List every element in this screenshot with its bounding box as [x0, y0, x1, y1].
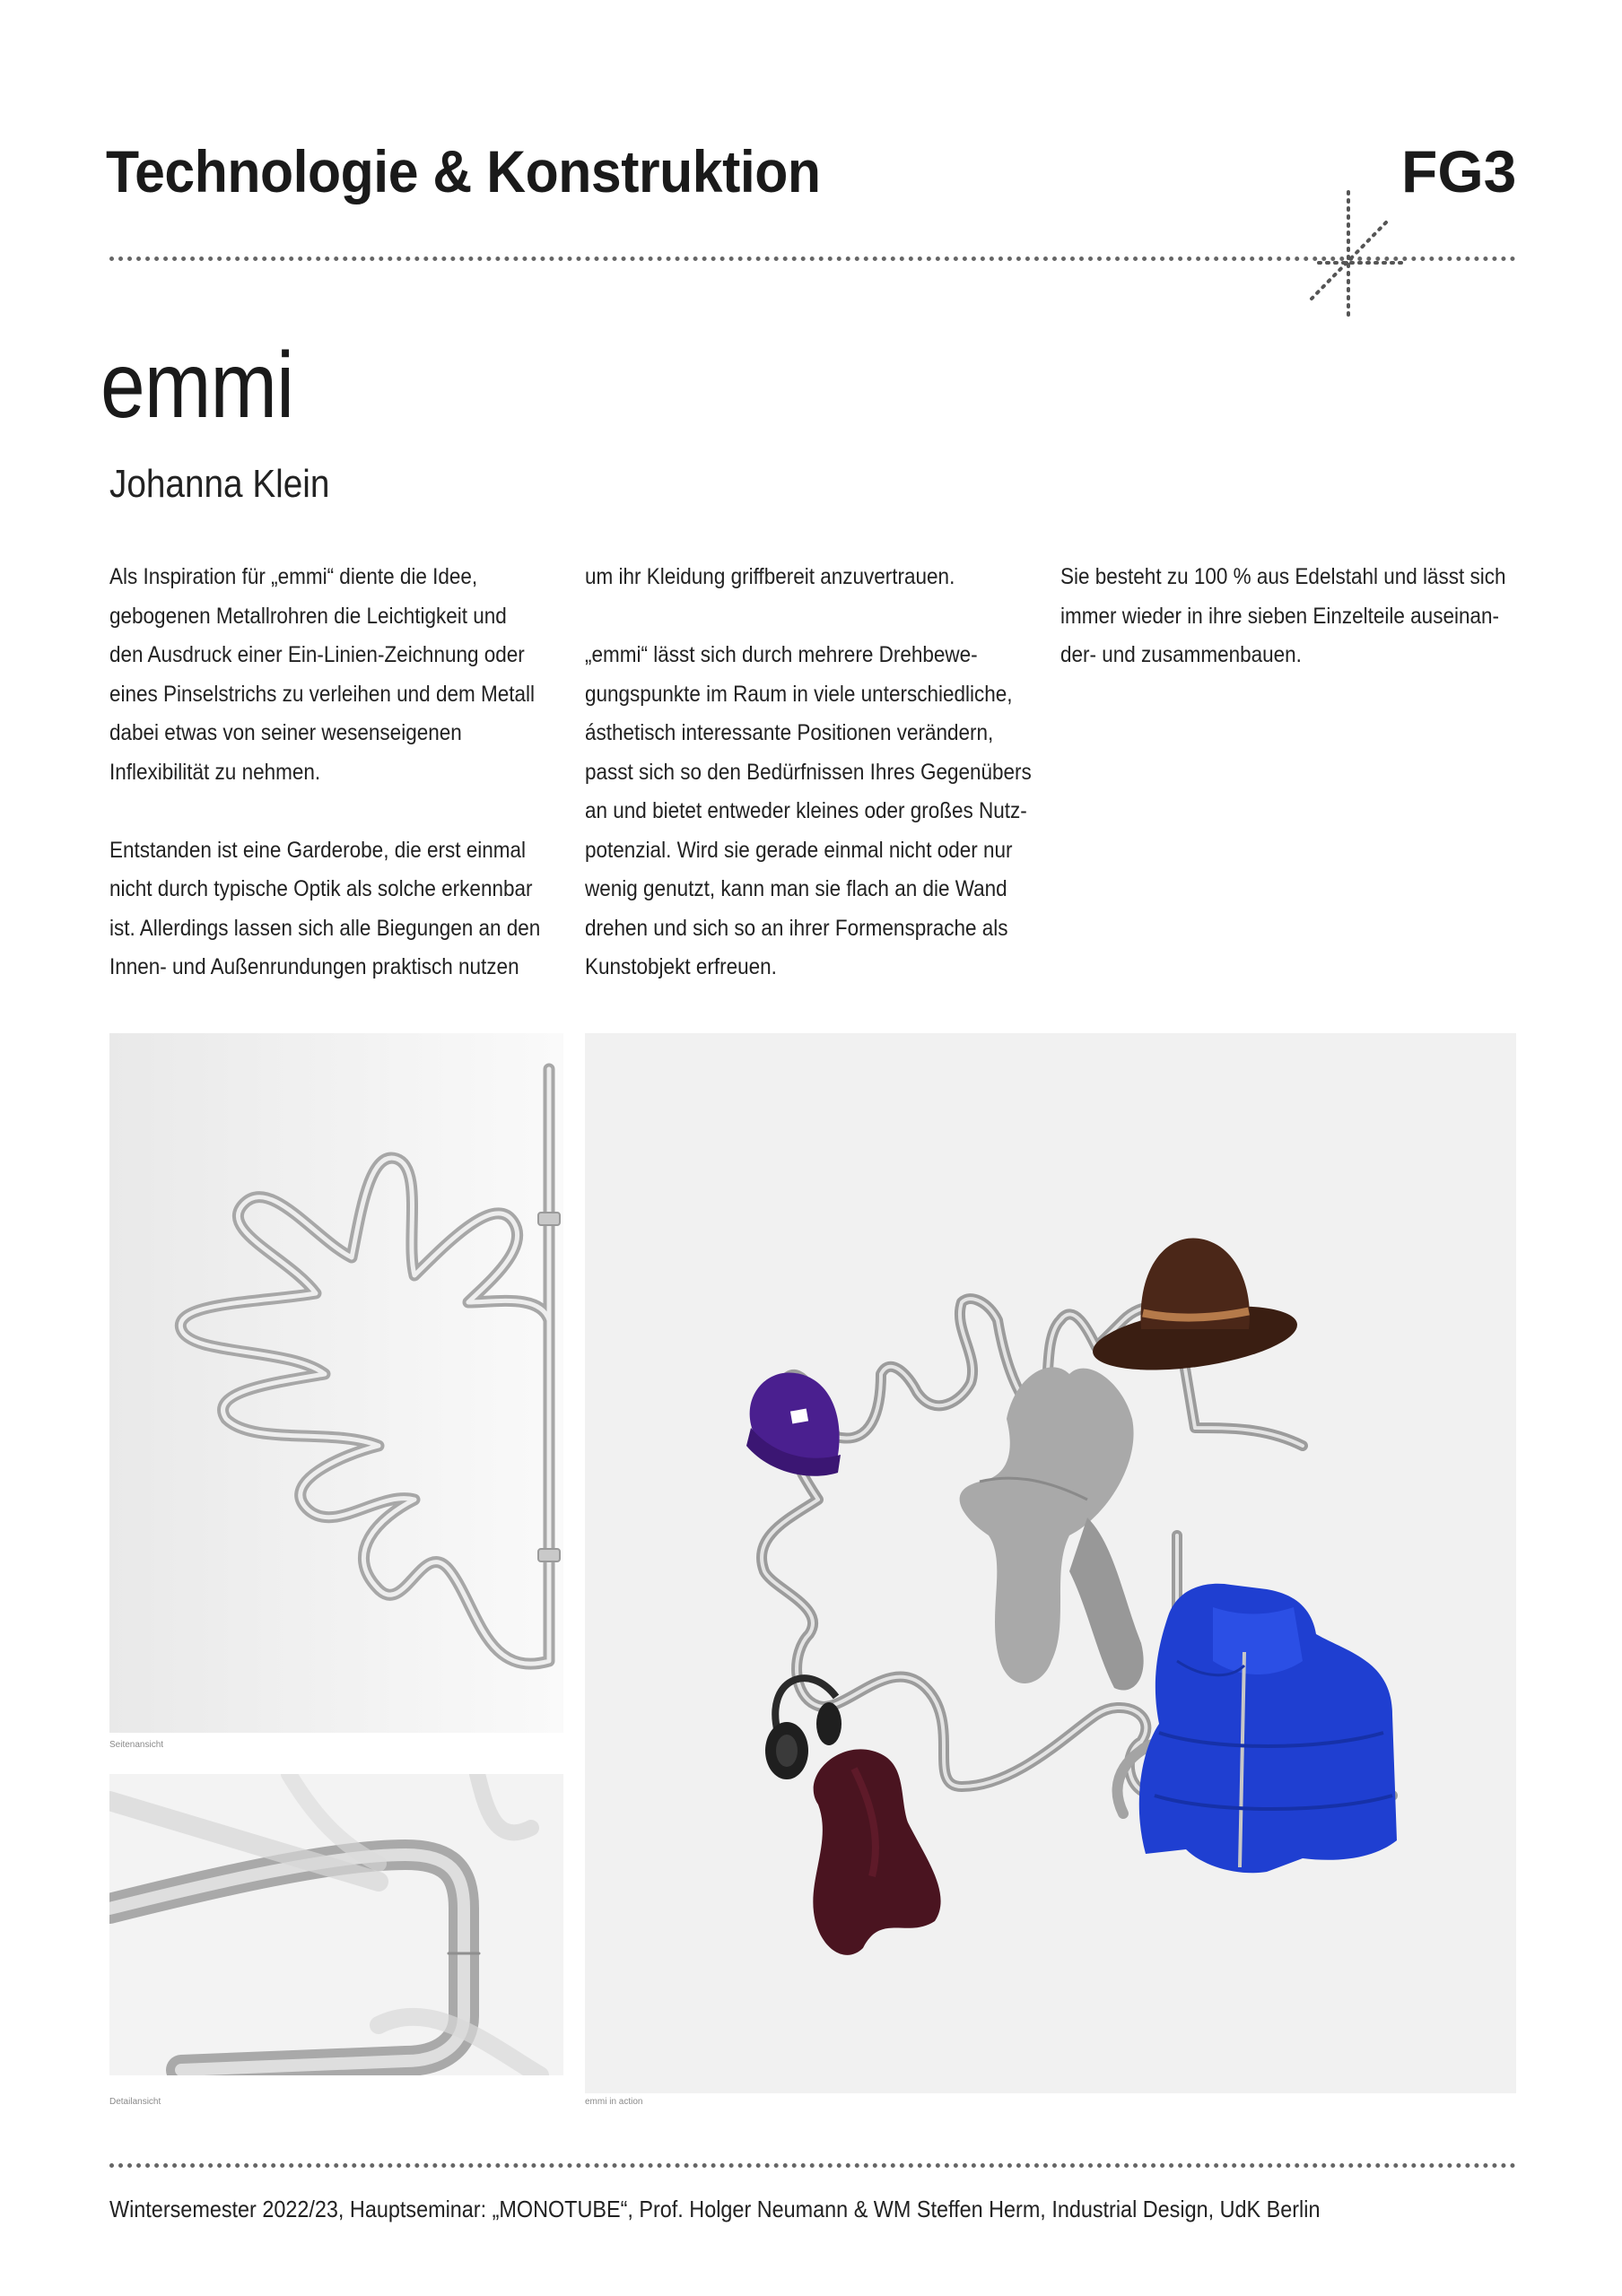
- paragraph: Entstanden ist eine Garderobe, die erst einmal nicht durch typische Optik als solche erkennbar ist. Allerdings lassen sich alle Biegungen an den Innen- und Außenrundungen praktisch nutzen: [109, 837, 541, 979]
- paragraph: Als Inspiration für „emmi“ diente die Idee, gebogenen Metallrohren die Leichtigkeit und den Ausdruck einer Ein-Linien-Zeichnung oder eines Pinselstrichs zu verleihen und dem Metall dabei etwas von seiner wesenseigenen Inflexibilität zu nehmen.: [109, 564, 535, 785]
- detail-caption: Detailansicht: [109, 2097, 161, 2107]
- detail-photo: [109, 1774, 563, 2075]
- sparkle-icon: [1301, 187, 1408, 330]
- coat-rack-in-use-illustration: [585, 1033, 1516, 2093]
- project-title: emmi: [100, 334, 294, 438]
- side-view-caption: Seitenansicht: [109, 1740, 164, 1750]
- footer-divider: [109, 2163, 1516, 2168]
- text-column-3: [1060, 558, 1509, 714]
- author-name: Johanna Klein: [109, 462, 330, 506]
- action-photo: [585, 1033, 1516, 2093]
- footer-credits: Wintersemester 2022/23, Hauptseminar: „MONOTUBE“, Prof. Holger Neumann & WM Steffen Herm, Industrial Design, UdK Berlin: [109, 2196, 1321, 2222]
- action-caption: emmi in action: [585, 2097, 643, 2107]
- coat-rack-side-illustration: [109, 1033, 563, 1733]
- side-view-photo: [109, 1033, 563, 1733]
- paragraph: um ihr Kleidung griffbereit anzuvertrauen.: [585, 564, 955, 589]
- text-column-1: [109, 558, 558, 1026]
- section-code: FG3: [1401, 138, 1517, 204]
- text-column-2: [585, 558, 1033, 1026]
- paragraph: „emmi“ lässt sich durch mehrere Drehbewe- gungspunkte im Raum in viele unterschiedliche, ásthetisch interessante Positionen verändern, passt sich so den Bedürfnissen Ihres Gegenübers an und bietet entweder kleines oder großes Nutz- potenzial. Wird sie gerade einmal nicht oder nur wenig genutzt, kann man sie flach an die Wand drehen und sich so an ihrer Formensprache als Kunstobjekt erfreuen.: [585, 642, 1032, 979]
- tube-detail-illustration: [109, 1774, 563, 2075]
- paragraph: Sie besteht zu 100 % aus Edelstahl und lässt sich immer wieder in ihre sieben Einzelteile auseinan- der- und zusammenbauen.: [1060, 564, 1506, 667]
- section-title: Technologie & Konstruktion: [106, 138, 821, 204]
